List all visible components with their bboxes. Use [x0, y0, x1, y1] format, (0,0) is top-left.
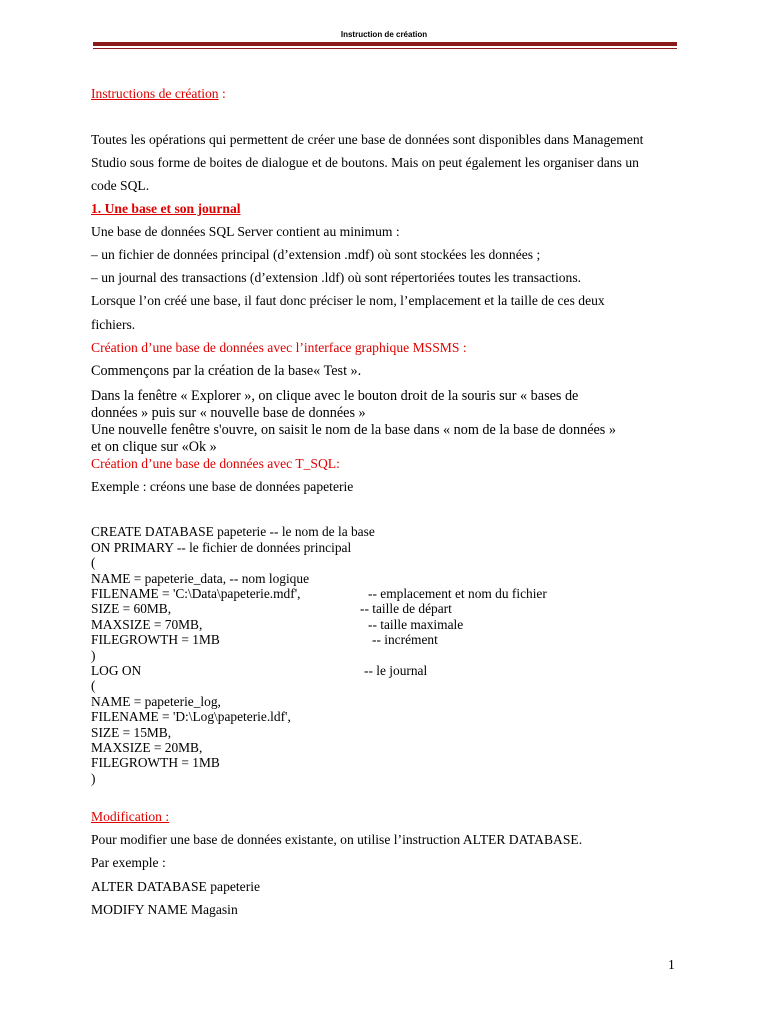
code-line: SIZE = 60MB, [91, 601, 172, 616]
code-line: FILENAME = 'C:\Data\papeterie.mdf', [91, 586, 301, 601]
code-line: FILENAME = 'D:\Log\papeterie.ldf', [91, 709, 291, 724]
body-line: Dans la fenêtre « Explorer », on clique avec le bouton droit de la souris sur « bases de [91, 388, 579, 404]
body-line: Lorsque l’on créé une base, il faut donc préciser le nom, l’emplacement et la taille de ces deux [91, 293, 605, 308]
code-comment: -- incrément [372, 632, 438, 647]
code-line: ALTER DATABASE papeterie [91, 879, 261, 894]
body-line: et on clique sur «Ok » [91, 439, 217, 455]
body-line: Une base de données SQL Server contient au minimum : [91, 224, 400, 239]
body-line: Pour modifier une base de données existante, on utilise l’instruction ALTER DATABASE. [91, 832, 583, 847]
section-title [91, 86, 226, 102]
code-comment: -- taille de départ [360, 601, 452, 616]
body-line: Par exemple : [91, 855, 166, 870]
code-line: FILEGROWTH = 1MB [91, 632, 220, 647]
code-comment: -- emplacement et nom du fichier [368, 586, 547, 601]
code-line: MAXSIZE = 70MB, [91, 617, 203, 632]
code-line: ( [91, 555, 96, 570]
intro-line: code SQL. [91, 178, 150, 193]
code-line: CREATE DATABASE papeterie -- le nom de la base [91, 524, 375, 539]
heading-base-et-journal: 1. Une base et son journal [91, 201, 241, 216]
header-rule-thin [93, 48, 677, 49]
code-comment: -- taille maximale [368, 617, 464, 632]
intro-line: Studio sous forme de boites de dialogue et de boutons. Mais on peut également les organiser dans un [91, 155, 639, 170]
body-line: Une nouvelle fenêtre s'ouvre, on saisit le nom de la base dans « nom de la base de données » [91, 422, 616, 438]
body-line: fichiers. [91, 317, 136, 332]
example-intro: Exemple : créons une base de données papeterie [91, 479, 354, 494]
code-line: FILEGROWTH = 1MB [91, 755, 220, 770]
code-line: SIZE = 15MB, [91, 725, 172, 740]
code-line: NAME = papeterie_log, [91, 694, 221, 709]
section-title-text: Instructions de création [91, 86, 219, 101]
code-line: ) [91, 771, 96, 786]
code-line: ( [91, 678, 96, 693]
section-title-suffix: : [218, 86, 226, 101]
body-line: Commençons par la création de la base« Test ». [91, 363, 362, 379]
body-line: – un journal des transactions (d’extension .ldf) où sont répertoriées toutes les transactions. [91, 270, 582, 285]
running-header: Instruction de création [340, 30, 428, 39]
code-line: LOG ON [91, 663, 142, 678]
code-line: MODIFY NAME Magasin [91, 902, 238, 917]
code-line: MAXSIZE = 20MB, [91, 740, 203, 755]
intro-line: Toutes les opérations qui permettent de créer une base de données sont disponibles dans Management [91, 132, 644, 147]
page-number: 1 [668, 957, 675, 972]
subheading-tsql: Création d’une base de données avec T_SQL: [91, 456, 340, 471]
body-line: – un fichier de données principal (d’extension .mdf) où sont stockées les données ; [91, 247, 541, 262]
code-line: ON PRIMARY -- le fichier de données principal [91, 540, 352, 555]
subheading-mssms: Création d’une base de données avec l’interface graphique MSSMS : [91, 340, 467, 355]
code-comment: -- le journal [364, 663, 428, 678]
header-rule [93, 42, 677, 46]
modification-title: Modification : [91, 809, 170, 824]
code-line: ) [91, 648, 96, 663]
code-line: NAME = papeterie_data, -- nom logique [91, 571, 310, 586]
body-line: données » puis sur « nouvelle base de données » [91, 405, 366, 421]
